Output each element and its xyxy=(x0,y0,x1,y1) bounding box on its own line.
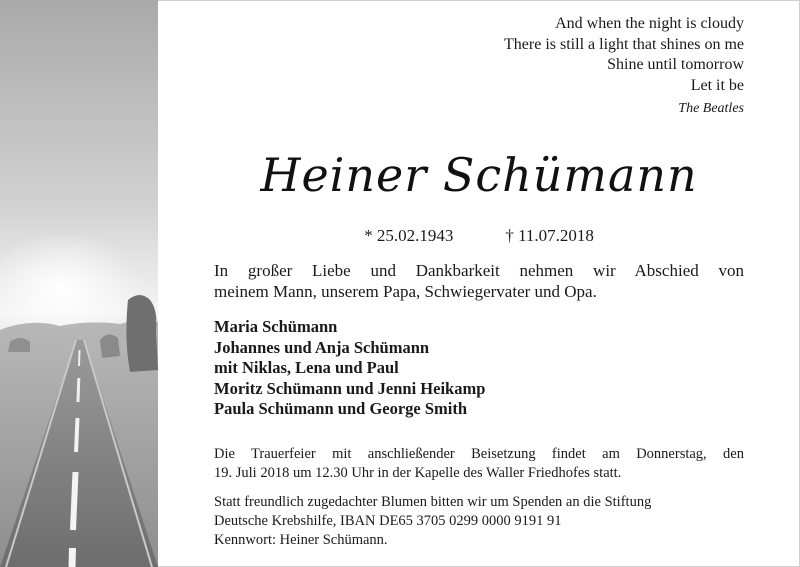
death-date: † 11.07.2018 xyxy=(505,226,594,245)
donation-line: Kennwort: Heiner Schümann. xyxy=(214,532,388,548)
birth-date: * 25.02.1943 xyxy=(364,226,454,245)
donation-line: Statt freundlich zugedachter Blumen bitten wir um Spenden an die Stiftung xyxy=(214,494,652,510)
poem-author: The Beatles xyxy=(678,101,744,116)
notice-content xyxy=(214,0,744,567)
deceased-name: Heiner Schümann xyxy=(260,148,698,202)
family-member: Johannes und Anja Schümann xyxy=(214,337,430,357)
life-dates xyxy=(214,226,744,246)
farewell-text xyxy=(214,260,744,302)
poem xyxy=(504,14,744,120)
funeral-info xyxy=(214,445,744,483)
funeral-line: 19. Juli 2018 um 12.30 Uhr in der Kapelle des Waller Friedhofes statt. xyxy=(214,465,622,481)
poem-line: And when the night is cloudy xyxy=(555,15,744,32)
funeral-line: Die Trauerfeier mit anschließender Beisetzung findet am Donnerstag, den xyxy=(214,446,744,462)
road-photo xyxy=(0,0,158,567)
family-member: Maria Schümann xyxy=(214,317,338,336)
family-member: Paula Schümann und George Smith xyxy=(214,399,468,418)
donation-info xyxy=(214,493,744,550)
family-member: mit Niklas, Lena und Paul xyxy=(214,358,399,377)
poem-line: Shine until tomorrow xyxy=(607,56,744,73)
poem-line: Let it be xyxy=(690,76,744,94)
family-list xyxy=(214,317,485,420)
farewell-line: meinem Mann, unserem Papa, Schwiegervater und Opa. xyxy=(214,282,597,301)
donation-line: Deutsche Krebshilfe, IBAN DE65 3705 0299 0000 9191 91 xyxy=(214,513,562,529)
family-member: Moritz Schümann und Jenni Heikamp xyxy=(214,378,486,398)
farewell-line: In großer Liebe und Dankbarkeit nehmen wir Abschied von xyxy=(214,261,744,280)
poem-line: There is still a light that shines on me xyxy=(504,35,744,53)
